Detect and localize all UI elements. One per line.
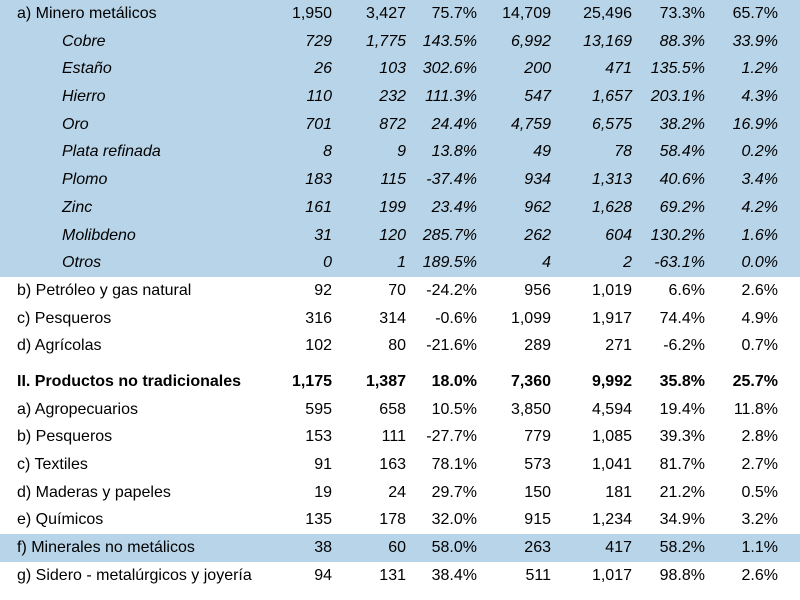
row-label: c) Pesqueros (17, 309, 112, 327)
value-cell: 1,950 (291, 5, 332, 22)
value-cell: 131 (379, 566, 406, 584)
value-cell: 203.1% (650, 88, 705, 106)
value-cell: 29.7% (431, 483, 477, 501)
value-cell: 189.5% (422, 254, 477, 272)
row-label: Oro (62, 115, 89, 133)
value-cell: 0.2% (741, 143, 778, 161)
value-cell: 92 (314, 281, 332, 299)
value-cell: 94 (314, 566, 332, 584)
value-cell: 1,313 (591, 171, 632, 189)
table-row-cobre (0, 28, 800, 56)
table-row-quimicos (0, 506, 800, 534)
table-row-minerales-no-metalicos (0, 534, 800, 562)
value-cell: -21.6% (426, 337, 477, 355)
value-cell: 729 (305, 32, 332, 50)
table-row-minero-metalicos (0, 0, 800, 28)
value-cell: 78 (614, 143, 632, 161)
value-cell: 6.6% (668, 281, 705, 299)
value-cell: 40.6% (659, 171, 705, 189)
value-cell: 2.6% (741, 281, 778, 299)
table-row-sidero-metalurgicos (0, 562, 800, 590)
value-cell: 1,099 (510, 309, 551, 327)
value-cell: 38.2% (659, 115, 705, 133)
value-cell: 135.5% (650, 60, 705, 78)
value-cell: 3.4% (741, 171, 778, 189)
value-cell: 4 (542, 254, 551, 272)
value-cell: 70 (388, 281, 406, 299)
value-cell: 13,169 (583, 32, 632, 50)
value-cell: 143.5% (422, 32, 477, 50)
value-cell: 9 (397, 143, 406, 161)
value-cell: 0 (323, 254, 332, 272)
table-row-plata-refinada (0, 138, 800, 166)
value-cell: 3.2% (741, 511, 778, 529)
table-row-estano (0, 55, 800, 83)
value-cell: 110 (306, 88, 332, 106)
value-cell: 1,019 (591, 281, 632, 299)
value-cell: 262 (524, 226, 551, 244)
value-cell: 1.6% (741, 226, 778, 244)
value-cell: 604 (605, 226, 632, 244)
row-label: d) Maderas y papeles (17, 483, 171, 501)
value-cell: 0.5% (741, 483, 778, 501)
table-row-no-tradicionales (0, 368, 800, 396)
value-cell: 178 (379, 511, 406, 529)
value-cell: 658 (379, 400, 406, 418)
table-row-petroleo (0, 277, 800, 305)
value-cell: 1,657 (591, 88, 632, 106)
value-cell: -6.2% (663, 337, 705, 355)
value-cell: 32.0% (431, 511, 477, 529)
value-cell: 1,387 (365, 372, 406, 390)
value-cell: 1,234 (591, 511, 632, 529)
value-cell: 26 (314, 60, 332, 78)
value-cell: 263 (524, 539, 551, 557)
value-cell: 115 (380, 171, 406, 189)
value-cell: 18.0% (431, 372, 477, 390)
table-row-hierro (0, 83, 800, 111)
row-label: d) Agrícolas (17, 337, 102, 355)
value-cell: 31 (314, 226, 332, 244)
value-cell: 271 (605, 337, 632, 355)
value-cell: 38.4% (431, 566, 477, 584)
value-cell: 25.7% (732, 372, 778, 390)
value-cell: -0.6% (435, 309, 477, 327)
value-cell: 24.4% (431, 115, 477, 133)
value-cell: 1,017 (591, 566, 632, 584)
value-cell: 16.9% (732, 115, 778, 133)
value-cell: 1.2% (741, 60, 778, 78)
row-label: f) Minerales no metálicos (17, 539, 195, 557)
value-cell: 88.3% (659, 32, 705, 50)
row-label: Zinc (62, 198, 93, 216)
value-cell: 1,175 (291, 372, 332, 390)
row-label: Plomo (62, 171, 108, 189)
table-row-pesqueros-no-trad (0, 423, 800, 451)
value-cell: 181 (605, 483, 632, 501)
value-cell: 25,496 (583, 5, 632, 22)
row-label: Cobre (62, 32, 106, 50)
value-cell: 0.7% (741, 337, 778, 355)
value-cell: 103 (379, 60, 406, 78)
row-label: II. Productos no tradicionales (17, 372, 242, 390)
row-label: e) Químicos (17, 511, 104, 529)
row-label: g) Sidero - metalúrgicos y joyería (17, 566, 252, 584)
value-cell: 285.7% (422, 226, 477, 244)
table-row-agropecuarios (0, 396, 800, 424)
table-row-zinc (0, 194, 800, 222)
value-cell: 98.8% (659, 566, 705, 584)
value-cell: 0.0% (741, 254, 778, 272)
value-cell: 34.9% (659, 511, 705, 529)
value-cell: 65.7% (732, 5, 778, 22)
row-label: Otros (62, 254, 102, 272)
table-row-agricolas (0, 332, 800, 360)
value-cell: 779 (524, 428, 551, 446)
value-cell: 4,594 (591, 400, 632, 418)
value-cell: 35.8% (659, 372, 705, 390)
value-cell: 956 (524, 281, 551, 299)
value-cell: 289 (524, 337, 551, 355)
table-row-molibdeno (0, 222, 800, 250)
row-label: Plata refinada (62, 143, 161, 161)
value-cell: 701 (305, 115, 332, 133)
value-cell: 102 (305, 337, 332, 355)
table-row-plomo (0, 166, 800, 194)
value-cell: 6,992 (510, 32, 551, 50)
value-cell: 4.2% (741, 198, 778, 216)
table-row-oro (0, 111, 800, 139)
value-cell: 314 (379, 309, 406, 327)
value-cell: 38 (314, 539, 332, 557)
value-cell: 302.6% (422, 60, 477, 78)
value-cell: 3,850 (510, 400, 551, 418)
value-cell: -63.1% (654, 254, 705, 272)
row-label: a) Minero metálicos (17, 5, 157, 22)
table-row-pesqueros-trad (0, 305, 800, 333)
value-cell: -37.4% (426, 171, 477, 189)
value-cell: 80 (388, 337, 406, 355)
value-cell: 24 (388, 483, 406, 501)
value-cell: 58.2% (659, 539, 705, 557)
value-cell: 33.9% (732, 32, 778, 50)
value-cell: 471 (605, 60, 632, 78)
value-cell: 161 (305, 198, 332, 216)
value-cell: 1,628 (591, 198, 632, 216)
value-cell: 74.4% (659, 309, 705, 327)
value-cell: 150 (524, 483, 551, 501)
value-cell: 4.9% (741, 309, 778, 327)
value-cell: 7,360 (510, 372, 551, 390)
value-cell: 934 (524, 171, 551, 189)
row-label: a) Agropecuarios (17, 400, 138, 418)
value-cell: 1,775 (365, 32, 406, 50)
value-cell: -24.2% (426, 281, 477, 299)
value-cell: 8 (323, 143, 332, 161)
value-cell: 153 (305, 428, 332, 446)
section-spacer (0, 360, 800, 368)
row-label: Estaño (62, 60, 112, 78)
value-cell: 962 (524, 198, 551, 216)
row-label: Hierro (62, 88, 106, 106)
value-cell: -27.7% (426, 428, 477, 446)
table-row-maderas (0, 479, 800, 507)
value-cell: 1 (397, 254, 406, 272)
value-cell: 872 (379, 115, 406, 133)
value-cell: 14,709 (502, 5, 551, 22)
value-cell: 111 (381, 428, 406, 446)
value-cell: 2.7% (741, 456, 778, 473)
value-cell: 73.3% (659, 5, 705, 22)
value-cell: 19.4% (659, 400, 705, 418)
value-cell: 75.7% (431, 5, 477, 22)
value-cell: 9,992 (591, 372, 632, 390)
value-cell: 6,575 (591, 115, 632, 133)
value-cell: 69.2% (659, 198, 705, 216)
value-cell: 130.2% (650, 226, 705, 244)
value-cell: 573 (524, 456, 551, 473)
value-cell: 120 (379, 226, 406, 244)
value-cell: 200 (524, 60, 551, 78)
value-cell: 10.5% (431, 400, 477, 418)
value-cell: 232 (379, 88, 406, 106)
value-cell: 316 (305, 309, 332, 327)
value-cell: 111.3% (425, 88, 477, 106)
value-cell: 915 (524, 511, 551, 529)
value-cell: 81.7% (659, 456, 705, 473)
value-cell: 2.8% (741, 428, 778, 446)
value-cell: 1,085 (591, 428, 632, 446)
value-cell: 417 (605, 539, 632, 557)
value-cell: 3,427 (365, 5, 406, 22)
row-label: b) Petróleo y gas natural (17, 281, 192, 299)
row-label: c) Textiles (17, 456, 88, 473)
value-cell: 58.0% (431, 539, 477, 557)
value-cell: 4.3% (741, 88, 778, 106)
table-row-otros (0, 249, 800, 277)
table-row-textiles (0, 451, 800, 479)
value-cell: 39.3% (659, 428, 705, 446)
value-cell: 2.6% (741, 566, 778, 584)
value-cell: 163 (379, 456, 406, 473)
value-cell: 547 (524, 88, 551, 106)
row-label: b) Pesqueros (17, 428, 113, 446)
value-cell: 58.4% (659, 143, 705, 161)
value-cell: 11.8% (733, 400, 778, 418)
value-cell: 23.4% (431, 198, 477, 216)
value-cell: 4,759 (510, 115, 551, 133)
value-cell: 595 (305, 400, 332, 418)
value-cell: 511 (525, 566, 551, 584)
value-cell: 78.1% (431, 456, 477, 473)
value-cell: 1.1% (741, 539, 778, 557)
value-cell: 183 (305, 171, 332, 189)
value-cell: 2 (623, 254, 632, 272)
value-cell: 91 (314, 456, 332, 473)
value-cell: 1,041 (591, 456, 632, 473)
value-cell: 1,917 (591, 309, 632, 327)
value-cell: 199 (379, 198, 406, 216)
value-cell: 49 (533, 143, 551, 161)
value-cell: 19 (314, 483, 332, 501)
value-cell: 21.2% (659, 483, 705, 501)
row-label: Molibdeno (62, 226, 136, 244)
value-cell: 60 (388, 539, 406, 557)
value-cell: 135 (305, 511, 332, 529)
value-cell: 13.8% (431, 143, 477, 161)
